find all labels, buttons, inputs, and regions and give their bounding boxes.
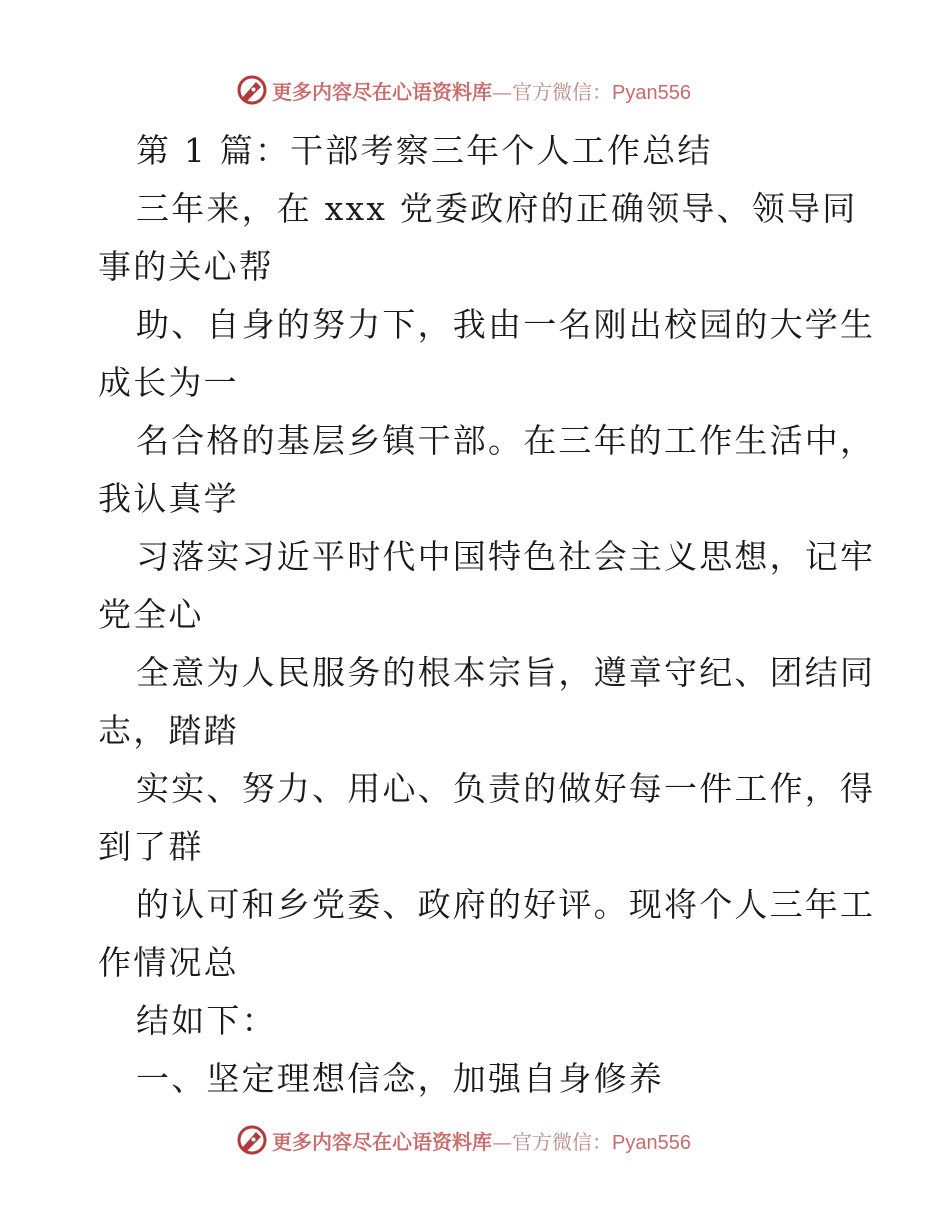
text-line: 作情况总 [98, 943, 239, 982]
text-line: 结如下： [136, 1001, 277, 1040]
section-heading: 一、坚定理想信念，加强自身修养 [136, 1059, 664, 1098]
text-line: 成长为一 [98, 363, 239, 402]
text-line: 到了群 [98, 827, 204, 866]
text-line: 全意为人民服务的根本宗旨，遵章守纪、团结同 [136, 653, 876, 692]
text-line: 名合格的基层乡镇干部。在三年的工作生活中， [136, 421, 876, 460]
text-line: 我认真学 [98, 479, 239, 518]
text-line: 党全心 [98, 595, 204, 634]
watermark-text: 更多内容尽在心语资料库—官方微信：Pyan556 [272, 79, 691, 104]
text-line: 习落实习近平时代中国特色社会主义思想，记牢 [136, 537, 876, 576]
text-line: 志，踏踏 [98, 711, 239, 750]
text-line: 三年来，在 xxx 党委政府的正确领导、领导同 [136, 189, 858, 228]
pen-nib-circle-icon [236, 1124, 268, 1156]
watermark-text: 更多内容尽在心语资料库—官方微信：Pyan556 [272, 1129, 691, 1154]
section-title: 第 1 篇：干部考察三年个人工作总结 [136, 131, 713, 170]
text-line: 的认可和乡党委、政府的好评。现将个人三年工 [136, 885, 876, 924]
document-body [98, 122, 876, 1108]
text-line: 实实、努力、用心、负责的做好每一件工作，得 [136, 769, 876, 808]
text-line: 事的关心帮 [98, 247, 274, 286]
header-watermark-banner [236, 72, 691, 108]
text-line: 助、自身的努力下，我由一名刚出校园的大学生 [136, 305, 876, 344]
pen-nib-circle-icon [236, 74, 268, 106]
footer-watermark-banner [236, 1122, 691, 1158]
